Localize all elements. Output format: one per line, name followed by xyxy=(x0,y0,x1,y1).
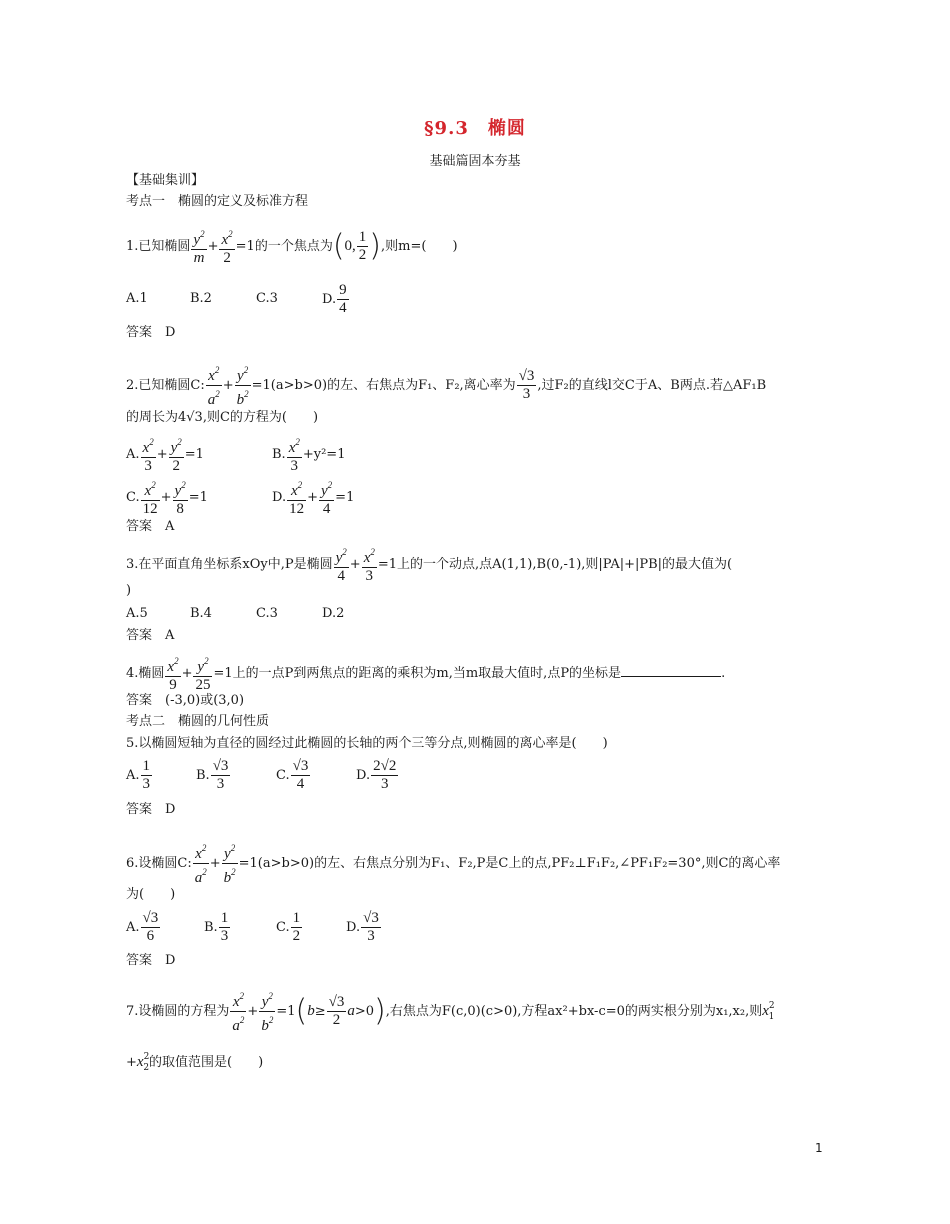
q6-answer: 答案 D xyxy=(126,953,176,968)
q6-line-2: 为( ) xyxy=(126,887,176,902)
page-title: §9.3 椭圆 xyxy=(424,118,526,139)
q7-line-2: $+x^2_2$的取值范围是( ) xyxy=(126,1052,264,1073)
q1-suffix: ,则m=( ) xyxy=(381,239,458,254)
q2-option-b: B. $\frac{x^2}{3}$ +y²=1 xyxy=(272,434,345,475)
question-6: 6.设椭圆C: $\frac{x^2}{a^2}$ + $\frac{y^2}{b^2}$ =1(a>b>0)的左、右焦点分别为F₁、F₂,P是C上的点,PF₂⊥F₁F₂,∠PF₁F₂=30°,则C的离心率 xyxy=(126,840,780,887)
question-1: 1.已知椭圆 $\frac{y^2}{m}$ + $\frac{x^2}{2}$ =1的一个焦点为(0, $\frac{1}{2}$ ),则m=( ) xyxy=(126,226,458,267)
page-number: 1 xyxy=(815,1141,823,1155)
q6-option-b: B. $\frac{1}{3}$ xyxy=(204,910,229,944)
q2-line-2: 的周长为4√3,则C的方程为( ) xyxy=(126,410,319,425)
section-label: 【基础集训】 xyxy=(126,173,205,188)
q1-frac-2: $\frac{x^2}{2}$ xyxy=(219,226,234,267)
page-subtitle: 基础篇固本夯基 xyxy=(429,154,521,169)
question-5: 5.以椭圆短轴为直径的圆经过此椭圆的长轴的两个三等分点,则椭圆的离心率是( ) xyxy=(126,736,608,751)
q5-option-c: C. $\frac{√3}{4}$ xyxy=(276,758,309,792)
q5-answer: 答案 D xyxy=(126,802,176,817)
q1-option-a: A.1 xyxy=(126,291,148,306)
q2-answer: 答案 A xyxy=(126,519,175,534)
q5-option-d: D. $\frac{2√2}{3}$ xyxy=(356,758,397,792)
q1-answer: 答案 D xyxy=(126,325,176,340)
q2-option-d: D. $\frac{x^2}{12}$ + $\frac{y^2}{4}$ =1 xyxy=(272,477,354,518)
q5-option-b: B. $\frac{√3}{3}$ xyxy=(196,758,229,792)
q3-option-c: C.3 xyxy=(256,606,278,621)
question-3: 3.在平面直角坐标系xOy中,P是椭圆 $\frac{y^2}{4}$ + $\frac{x^2}{3}$ =1上的一个动点,点A(1,1),B(0,-1),则|PA|+|PB|的最大值为( xyxy=(126,544,732,585)
q1-option-b: B.2 xyxy=(190,291,212,306)
topic-heading-1: 考点一 椭圆的定义及标准方程 xyxy=(126,194,309,209)
question-4: 4.椭圆 $\frac{x^2}{9}$ + $\frac{y^2}{25}$ =1上的一点P到两焦点的距离的乘积为m,当m取最大值时,点P的坐标是 . xyxy=(126,653,725,694)
q1-mid: =1的一个焦点为 xyxy=(235,239,333,254)
q1-option-d: D. $\frac{9}{4}$ xyxy=(322,282,347,316)
q5-option-a: A. $\frac{1}{3}$ xyxy=(126,758,151,792)
q6-option-d: D. $\frac{√3}{3}$ xyxy=(346,910,379,944)
q1-option-c: C.3 xyxy=(256,291,278,306)
q3-option-d: D.2 xyxy=(322,606,345,621)
answer-blank xyxy=(621,664,721,677)
q6-option-c: C. $\frac{1}{2}$ xyxy=(276,910,301,944)
q3-option-b: B.4 xyxy=(190,606,212,621)
q1-frac-1: $\frac{y^2}{m}$ xyxy=(191,226,206,267)
q2-option-c: C. $\frac{x^2}{12}$ + $\frac{y^2}{8}$ =1 xyxy=(126,477,208,518)
q6-option-a: A. $\frac{√3}{6}$ xyxy=(126,910,159,944)
q1-focus-frac: $\frac{1}{2}$ xyxy=(358,229,367,263)
q3-option-a: A.5 xyxy=(126,606,148,621)
q2-option-a: A. $\frac{x^2}{3}$ + $\frac{y^2}{2}$ =1 xyxy=(126,434,204,475)
q3-answer: 答案 A xyxy=(126,628,175,643)
question-7: 7.设椭圆的方程为 $\frac{x^2}{a^2}$ + $\frac{y^2}{b^2}$ =1(b≥ $\frac{√3}{2}$ a>0),右焦点为F(c,0)(c>0),方程ax²+bx-c=0的两实根分别为x₁,x₂,则$x^2_1$ xyxy=(126,988,774,1035)
question-2: 2.已知椭圆C: $\frac{x^2}{a^2}$ + $\frac{y^2}{b^2}$ =1(a>b>0)的左、右焦点为F₁、F₂,离心率为 $\frac{√3}{3}$ ,过F₂的直线l交C于A、B两点.若△AF₁B xyxy=(126,362,766,409)
topic-heading-2: 考点二 椭圆的几何性质 xyxy=(126,714,270,729)
q1-prefix: 1.已知椭圆 xyxy=(126,239,191,254)
q4-answer: 答案 (-3,0)或(3,0) xyxy=(126,693,245,708)
q3-line-2: ) xyxy=(126,583,132,598)
